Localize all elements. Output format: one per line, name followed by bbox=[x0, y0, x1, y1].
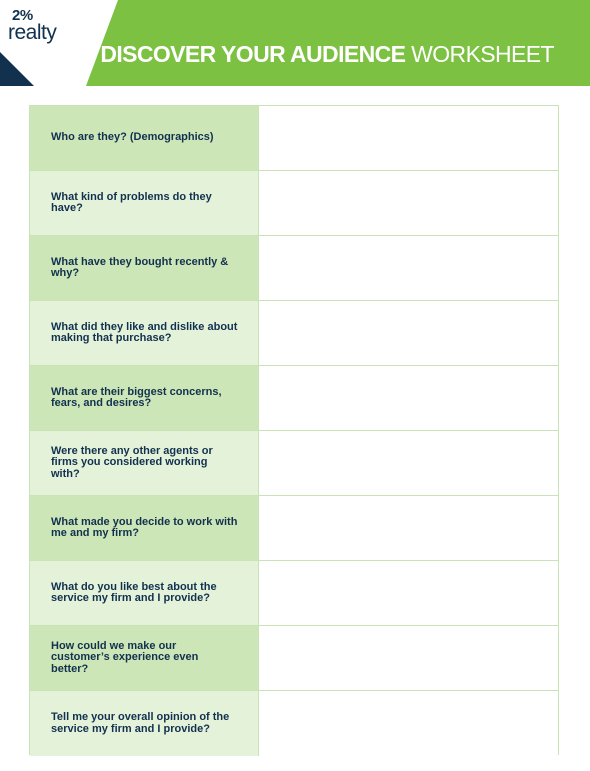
worksheet-row bbox=[30, 171, 558, 236]
question-label: Were there any other agents or firms you considered working with? bbox=[30, 431, 258, 495]
worksheet-row bbox=[30, 626, 558, 691]
question-label: What have they bought recently & why? bbox=[30, 236, 258, 300]
page-title bbox=[100, 41, 554, 68]
answer-cell[interactable] bbox=[258, 496, 558, 560]
answer-cell[interactable] bbox=[258, 106, 558, 170]
worksheet-row bbox=[30, 431, 558, 496]
answer-cell[interactable] bbox=[258, 626, 558, 690]
worksheet-row bbox=[30, 561, 558, 626]
answer-cell[interactable] bbox=[258, 561, 558, 625]
worksheet-row bbox=[30, 366, 558, 431]
question-label: What did they like and dislike about making that purchase? bbox=[30, 301, 258, 365]
page-title-light: WORKSHEET bbox=[411, 41, 554, 67]
worksheet-row bbox=[30, 496, 558, 561]
header-banner bbox=[0, 0, 590, 86]
logo-percent: 2% bbox=[12, 7, 33, 24]
worksheet-table bbox=[29, 105, 559, 755]
company-logo bbox=[8, 8, 56, 43]
answer-cell[interactable] bbox=[258, 431, 558, 495]
question-label: Who are they? (Demographics) bbox=[30, 106, 258, 170]
question-label: How could we make our customer’s experience even better? bbox=[30, 626, 258, 690]
answer-cell[interactable] bbox=[258, 366, 558, 430]
answer-cell[interactable] bbox=[258, 691, 558, 756]
logo-word: realty bbox=[8, 21, 57, 44]
question-label: Tell me your overall opinion of the service my firm and I provide? bbox=[30, 691, 258, 756]
question-label: What kind of problems do they have? bbox=[30, 171, 258, 235]
question-label: What made you decide to work with me and my firm? bbox=[30, 496, 258, 560]
navy-corner-shape bbox=[0, 52, 34, 86]
worksheet-row bbox=[30, 106, 558, 171]
answer-cell[interactable] bbox=[258, 171, 558, 235]
question-label: What are their biggest concerns, fears, and desires? bbox=[30, 366, 258, 430]
page-title-bold: DISCOVER YOUR AUDIENCE bbox=[100, 41, 406, 67]
question-label: What do you like best about the service my firm and I provide? bbox=[30, 561, 258, 625]
answer-cell[interactable] bbox=[258, 301, 558, 365]
answer-cell[interactable] bbox=[258, 236, 558, 300]
worksheet-row bbox=[30, 301, 558, 366]
worksheet-row bbox=[30, 236, 558, 301]
worksheet-row bbox=[30, 691, 558, 756]
